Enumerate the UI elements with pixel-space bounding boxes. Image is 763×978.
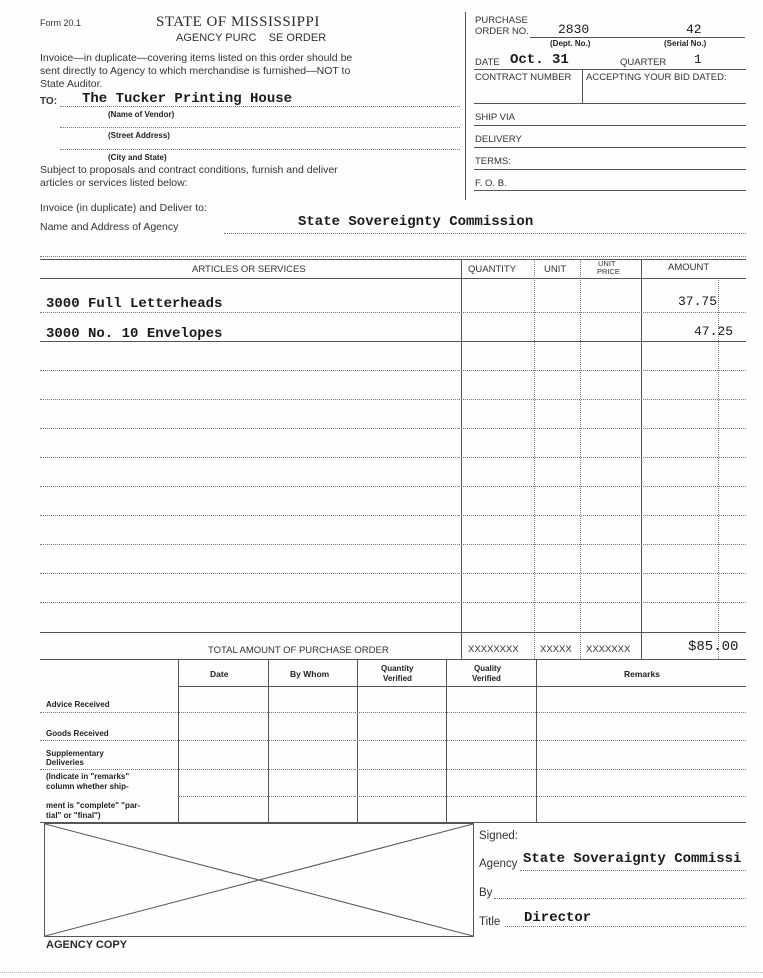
receipt-col-divider: [178, 659, 179, 823]
agency-address-label: Name and Address of Agency: [40, 221, 179, 233]
agency-address-line: [224, 233, 746, 234]
by-label: By: [479, 887, 493, 899]
col-qty-verified-1: Quantity: [381, 664, 414, 673]
item-article-2: 3000 No. 10 Envelopes: [46, 326, 223, 342]
col-articles: ARTICLES OR SERVICES: [192, 264, 306, 275]
item-rule: [40, 486, 746, 487]
po-label-2: ORDER NO.: [475, 26, 529, 37]
city-caption: (City and State): [108, 153, 167, 162]
cross-lines-icon: [45, 824, 473, 936]
contract-divider: [582, 69, 583, 103]
receipt-note-1: (Indicate in "remarks": [46, 772, 130, 781]
page-edge: [0, 972, 763, 973]
item-rule: [40, 602, 746, 603]
receipt-rule: [178, 796, 746, 797]
deliver-to-line: Invoice (in duplicate) and Deliver to:: [40, 202, 207, 214]
item-article-1: 3000 Full Letterheads: [46, 296, 223, 312]
item-rule: [40, 573, 746, 574]
title-line: [505, 926, 746, 927]
accepting-bid-label: ACCEPTING YOUR BID DATED:: [586, 72, 727, 83]
item-rule: [40, 457, 746, 458]
receipt-header-line: [178, 686, 746, 687]
agency-address-value: State Sovereignty Commission: [298, 214, 534, 230]
receipt-note-2: column whether ship-: [46, 782, 129, 791]
receipt-col-divider: [268, 659, 269, 823]
total-x-unit: XXXXX: [540, 644, 572, 655]
street-line: [60, 127, 460, 128]
subject-line-2: articles or services listed below:: [40, 177, 188, 189]
col-qual-verified-1: Quality: [474, 664, 502, 673]
signed-label: Signed:: [479, 830, 519, 842]
serial-caption: (Serial No.): [664, 39, 707, 48]
col-quantity: QUANTITY: [468, 264, 517, 275]
receipt-rule: [40, 712, 746, 713]
receipt-col-divider: [357, 659, 358, 823]
item-rule: [40, 632, 746, 633]
price-col-divider: [580, 259, 581, 659]
quarter-value: 1: [694, 52, 702, 67]
fob-line: [474, 190, 746, 191]
contract-line: [474, 103, 746, 104]
col-remarks: Remarks: [624, 669, 660, 679]
item-rule: [40, 399, 746, 400]
terms-line: [474, 169, 746, 170]
receipt-note-4: tial" or "final"): [46, 811, 101, 820]
item-amount-1: 37.75: [678, 294, 718, 309]
vendor-name: The Tucker Printing House: [82, 91, 293, 107]
dept-number: 2830: [558, 22, 590, 37]
title-value: Director: [524, 910, 592, 926]
order-title: AGENCY PURC SE ORDER: [176, 32, 327, 44]
delivery-line: [474, 147, 746, 148]
total-x-quantity: XXXXXXXX: [468, 644, 519, 655]
instruction-line-2: sent directly to Agency to which merchandise is furnished—NOT to: [40, 65, 351, 77]
street-caption: (Street Address): [108, 131, 170, 140]
row-advice-received: Advice Received: [46, 700, 110, 709]
po-label-1: PURCHASE: [475, 15, 528, 26]
by-line: [494, 898, 746, 899]
instruction-line-1: Invoice—in duplicate—covering items listed on this order should be: [40, 52, 353, 64]
ship-via-line: [474, 125, 746, 126]
col-qty-verified-2: Verified: [383, 674, 412, 683]
col-date: Date: [210, 669, 229, 679]
contract-number-label: CONTRACT NUMBER: [475, 72, 572, 83]
serial-number: 42: [686, 22, 702, 37]
total-label: TOTAL AMOUNT OF PURCHASE ORDER: [208, 645, 389, 656]
items-table-top: [40, 256, 746, 257]
total-line: [40, 659, 746, 660]
row-supplementary-2: Deliveries: [46, 758, 84, 767]
item-rule: [40, 544, 746, 545]
header-divider: [465, 12, 466, 200]
state-title: STATE OF MISSISSIPPI: [156, 14, 320, 30]
vendor-name-caption: (Name of Vendor): [108, 110, 175, 119]
receipt-rule: [40, 740, 746, 741]
item-rule: [40, 515, 746, 516]
crossed-out-box: [44, 823, 474, 937]
date-value: Oct. 31: [510, 52, 569, 68]
agency-copy-label: AGENCY COPY: [46, 939, 128, 951]
row-goods-received: Goods Received: [46, 729, 109, 738]
item-rule: [40, 370, 746, 371]
date-line: [474, 69, 746, 70]
title-label: Title: [479, 916, 501, 928]
col-qual-verified-2: Verified: [472, 674, 501, 683]
sign-agency-line: [520, 870, 746, 871]
col-unit-price-2: PRICE: [597, 267, 620, 276]
receipt-note-3: ment is "complete" "par-: [46, 801, 141, 810]
col-unit-price-1: UNIT: [598, 259, 616, 268]
sign-agency-label: Agency: [479, 858, 518, 870]
delivery-label: DELIVERY: [475, 134, 522, 145]
qty-col-divider: [461, 259, 462, 659]
city-line: [60, 149, 460, 150]
amount-col-divider: [641, 259, 642, 659]
item-rule: [40, 312, 746, 313]
receipt-col-divider: [536, 659, 537, 823]
item-rule: [40, 341, 746, 342]
receipt-rule: [40, 769, 746, 770]
dept-caption: (Dept. No.): [550, 39, 591, 48]
date-label: DATE: [475, 57, 500, 68]
col-amount: AMOUNT: [668, 262, 710, 273]
item-rule: [40, 428, 746, 429]
col-unit: UNIT: [544, 264, 567, 275]
to-label: TO:: [40, 96, 58, 107]
sign-agency-value: State Soveraignty Commissi: [523, 851, 742, 867]
terms-label: TERMS:: [475, 156, 511, 167]
item-amount-2: 47.25: [694, 324, 734, 339]
receipt-col-divider: [446, 659, 447, 823]
form-number: Form 20.1: [40, 18, 82, 28]
po-number-line: [530, 37, 745, 38]
subject-line-1: Subject to proposals and contract conditions, furnish and deliver: [40, 164, 338, 176]
row-supplementary-1: Supplementary: [46, 749, 104, 758]
col-by-whom: By Whom: [290, 669, 330, 679]
unit-col-divider: [534, 259, 535, 659]
quarter-label: QUARTER: [620, 57, 667, 68]
ship-via-label: SHIP VIA: [475, 112, 515, 123]
total-x-price: XXXXXXX: [586, 644, 631, 655]
instruction-line-3: State Auditor.: [40, 78, 103, 90]
fob-label: F. O. B.: [475, 178, 507, 189]
total-amount: $85.00: [688, 639, 739, 655]
